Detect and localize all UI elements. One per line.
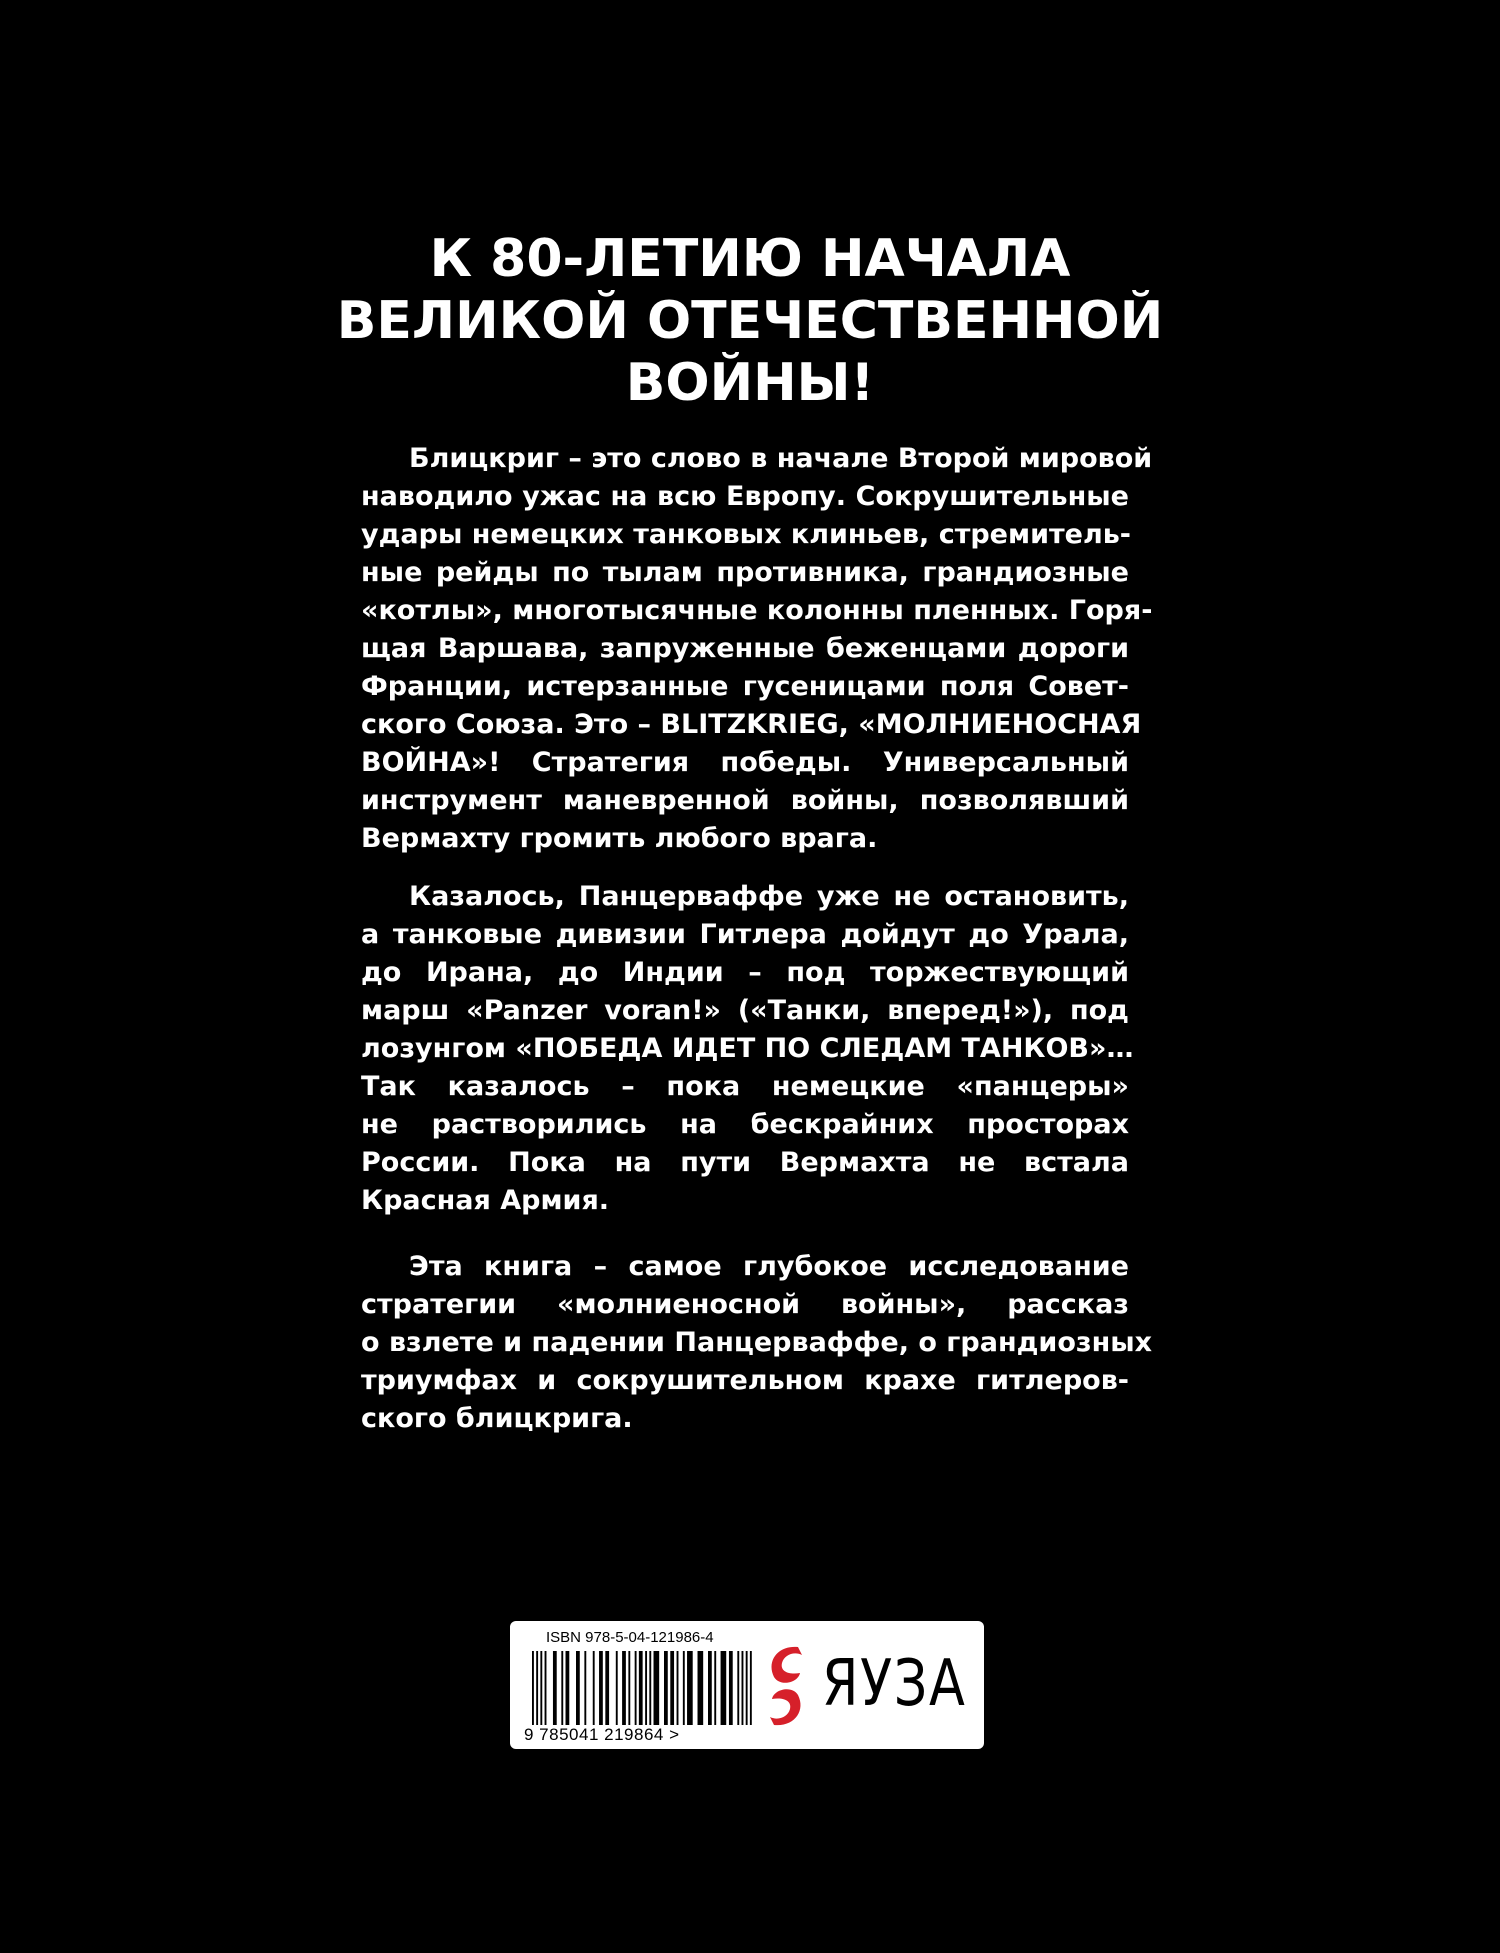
text-line: Франции, истерзанные гусеницами поля Совет- bbox=[361, 671, 1129, 702]
headline bbox=[300, 228, 1200, 414]
text-line: «котлы», многотысячные колонны пленных. Горя- bbox=[361, 595, 1153, 626]
barcode-bar bbox=[714, 1651, 716, 1725]
barcode-bar bbox=[616, 1651, 618, 1725]
barcode-digits: 9 785041 219864 > bbox=[524, 1725, 680, 1744]
text-line: ского блицкрига. bbox=[361, 1403, 633, 1434]
publisher-logo-text: ЯУЗА bbox=[822, 1647, 967, 1721]
publisher-logo-icon bbox=[758, 1637, 814, 1735]
text-line: не растворились на бескрайних просторах bbox=[361, 1109, 1129, 1140]
text-line: Блицкриг – это слово в начале Второй мировой bbox=[409, 443, 1153, 474]
barcode-bar bbox=[746, 1651, 748, 1725]
barcode-bar bbox=[698, 1651, 704, 1725]
text-line: а танковые дивизии Гитлера дойдут до Урала, bbox=[361, 919, 1129, 950]
barcode-bar bbox=[540, 1651, 542, 1725]
barcode-bar bbox=[670, 1651, 674, 1725]
text-line: Эта книга – самое глубокое исследование bbox=[409, 1251, 1129, 1282]
barcode-bar bbox=[605, 1651, 609, 1725]
barcode-bar bbox=[737, 1651, 739, 1725]
text-line: Вермахту громить любого врага. bbox=[361, 823, 878, 854]
barcode-bar bbox=[750, 1651, 752, 1725]
barcode-bar bbox=[622, 1651, 626, 1725]
barcode-bar bbox=[561, 1651, 563, 1725]
barcode-bar bbox=[553, 1651, 557, 1725]
paragraph-1 bbox=[361, 440, 1153, 858]
text-line: наводило ужас на всю Европу. Сокрушительные bbox=[361, 481, 1129, 512]
barcode-bar bbox=[664, 1651, 668, 1725]
barcode-bar bbox=[545, 1651, 547, 1725]
barcode-bar bbox=[721, 1651, 727, 1725]
text-line: до Ирана, до Индии – под торжествующий bbox=[361, 957, 1129, 988]
barcode-bar bbox=[683, 1651, 685, 1725]
text-line: удары немецких танковых клиньев, стремитель- bbox=[361, 519, 1132, 550]
text-line: ные рейды по тылам противника, грандиозные bbox=[361, 557, 1129, 588]
paragraph-3 bbox=[361, 1248, 1153, 1438]
barcode-bar bbox=[687, 1651, 693, 1725]
barcode-bar bbox=[654, 1651, 660, 1725]
text-line: лозунгом «ПОБЕДА ИДЕТ ПО СЛЕДАМ ТАНКОВ»… bbox=[361, 1033, 1134, 1064]
barcode-bar bbox=[628, 1651, 630, 1725]
text-line: Красная Армия. bbox=[361, 1185, 610, 1216]
text-line: инструмент маневренной войны, позволявший bbox=[361, 785, 1129, 816]
barcode-bar bbox=[639, 1651, 643, 1725]
barcode-bar bbox=[576, 1651, 580, 1725]
barcode-bar bbox=[593, 1651, 595, 1725]
text-line: Так казалось – пока немецкие «панцеры» bbox=[361, 1071, 1129, 1102]
text-line: о взлете и падении Панцерваффе, о грандиозных bbox=[361, 1327, 1153, 1358]
headline-line-3: ВОЙНЫ! bbox=[625, 353, 875, 413]
barcode-panel bbox=[510, 1621, 984, 1749]
text-line: ВОЙНА»! Стратегия победы. Универсальный bbox=[361, 747, 1129, 778]
text-line: стратегии «молниеносной войны», рассказ bbox=[361, 1289, 1129, 1320]
headline-line-2: ВЕЛИКОЙ ОТЕЧЕСТВЕННОЙ bbox=[336, 291, 1164, 351]
barcode-bar bbox=[635, 1651, 637, 1725]
barcode-bar bbox=[708, 1651, 712, 1725]
barcode-bar bbox=[566, 1651, 570, 1725]
barcode-bar bbox=[677, 1651, 679, 1725]
barcode-bar bbox=[645, 1651, 647, 1725]
text-line: ского Союза. Это – BLITZKRIEG, «МОЛНИЕНОСНАЯ bbox=[361, 709, 1142, 740]
barcode-bar bbox=[584, 1651, 586, 1725]
barcode-bar bbox=[536, 1651, 538, 1725]
headline-line-1: К 80-ЛЕТИЮ НАЧАЛА bbox=[429, 229, 1071, 289]
paragraph-2 bbox=[361, 878, 1134, 1220]
text-line: триумфах и сокрушительном крахе гитлеров- bbox=[361, 1365, 1129, 1396]
barcode-bar bbox=[532, 1651, 534, 1725]
text-line: Казалось, Панцерваффе уже не остановить, bbox=[409, 881, 1129, 912]
barcode-bar bbox=[729, 1651, 733, 1725]
text-line: России. Пока на пути Вермахта не встала bbox=[361, 1147, 1129, 1178]
barcode-bar bbox=[599, 1651, 603, 1725]
barcode-bar bbox=[742, 1651, 744, 1725]
barcode-icon bbox=[532, 1651, 752, 1725]
isbn-label: ISBN 978-5-04-121986-4 bbox=[546, 1629, 714, 1646]
text-line: марш «Panzer voran!» («Танки, вперед!»), под bbox=[361, 995, 1129, 1026]
barcode-bar bbox=[649, 1651, 651, 1725]
text-line: щая Варшава, запруженные беженцами дороги bbox=[361, 633, 1129, 664]
